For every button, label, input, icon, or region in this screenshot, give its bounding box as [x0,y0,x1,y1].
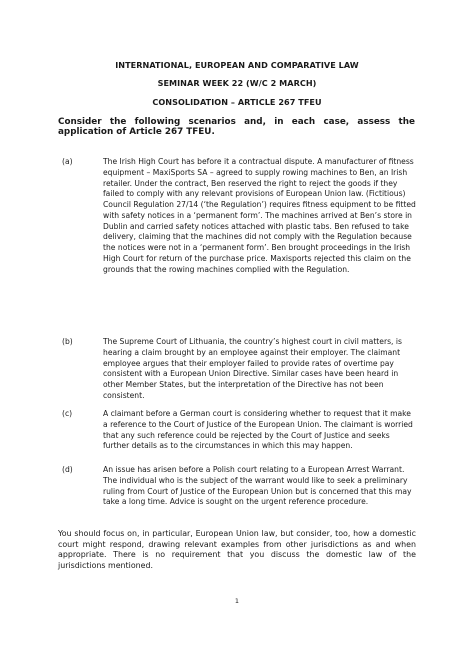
page-number: 1 [234,597,240,605]
scenario-d-label: (d) [62,465,73,474]
closing-guidance: You should focus on, in particular, European Union law, but consider, too, how a domestic court might respond, drawing relevant examples from other jurisdictions as and when appropriate. There is no requirement that you discuss the domestic law of the jurisdictions mentioned. [58,529,416,571]
scenario-b-label: (b) [62,337,73,346]
scenario-a-text: The Irish High Court has before it a contractual dispute. A manufacturer of fitness equipment – MaxiSports SA – agreed to supply rowing machines to Ben, an Irish retailer. Under the contract, Ben reserved the right to reject the goods if they failed to comply with any relevant provisions of European Union law. (Fictitious) Council Regulation 27/14 (‘the Regulation’) requires fitness equipment to be fitted with safety notices in a ‘permanent form’. The machines arrived at Ben’s store in Dublin and carried safety notices attached with plastic tabs. Ben refused to take delivery, claiming that the machines did not comply with the Regulation because the notices were not in a ‘permanent form’. Ben brought proceedings in the Irish High Court for return of the purchase price. Maxisports rejected this claim on the grounds that the rowing machines complied with the Regulation. [103,157,416,274]
document-title-course: INTERNATIONAL, EUROPEAN AND COMPARATIVE LAW [115,60,359,70]
instructions-intro: Consider the following scenarios and, in each case, assess the application of Article 267 TFEU. [58,117,415,138]
scenario-a-label: (a) [62,157,73,166]
document-title-seminar: SEMINAR WEEK 22 (W/C 2 MARCH) [157,78,317,88]
scenario-b-text: The Supreme Court of Lithuania, the country’s highest court in civil matters, is hearing a claim brought by an employee against their employer. The claimant employee argues that their employer failed to provide rates of overtime pay consistent with a European Union Directive. Similar cases have been heard in other Member States, but the interpretation of the Directive has not been consistent. [103,337,402,400]
scenario-c-text: A claimant before a German court is considering whether to request that it make a reference to the Court of Justice of the European Union. The claimant is worried that any such reference could be rejected by the Court of Justice and seeks further details as to the circumstances in which this may happen. [103,409,413,451]
scenario-d-text: An issue has arisen before a Polish court relating to a European Arrest Warrant. The individual who is the subject of the warrant would like to seek a preliminary ruling from Court of Justice of the European Union but is concerned that this may take a long time. Advice is sought on the urgent reference procedure. [103,465,412,507]
document-title-topic: CONSOLIDATION – ARTICLE 267 TFEU [152,97,322,107]
scenario-c-label: (c) [62,409,73,418]
